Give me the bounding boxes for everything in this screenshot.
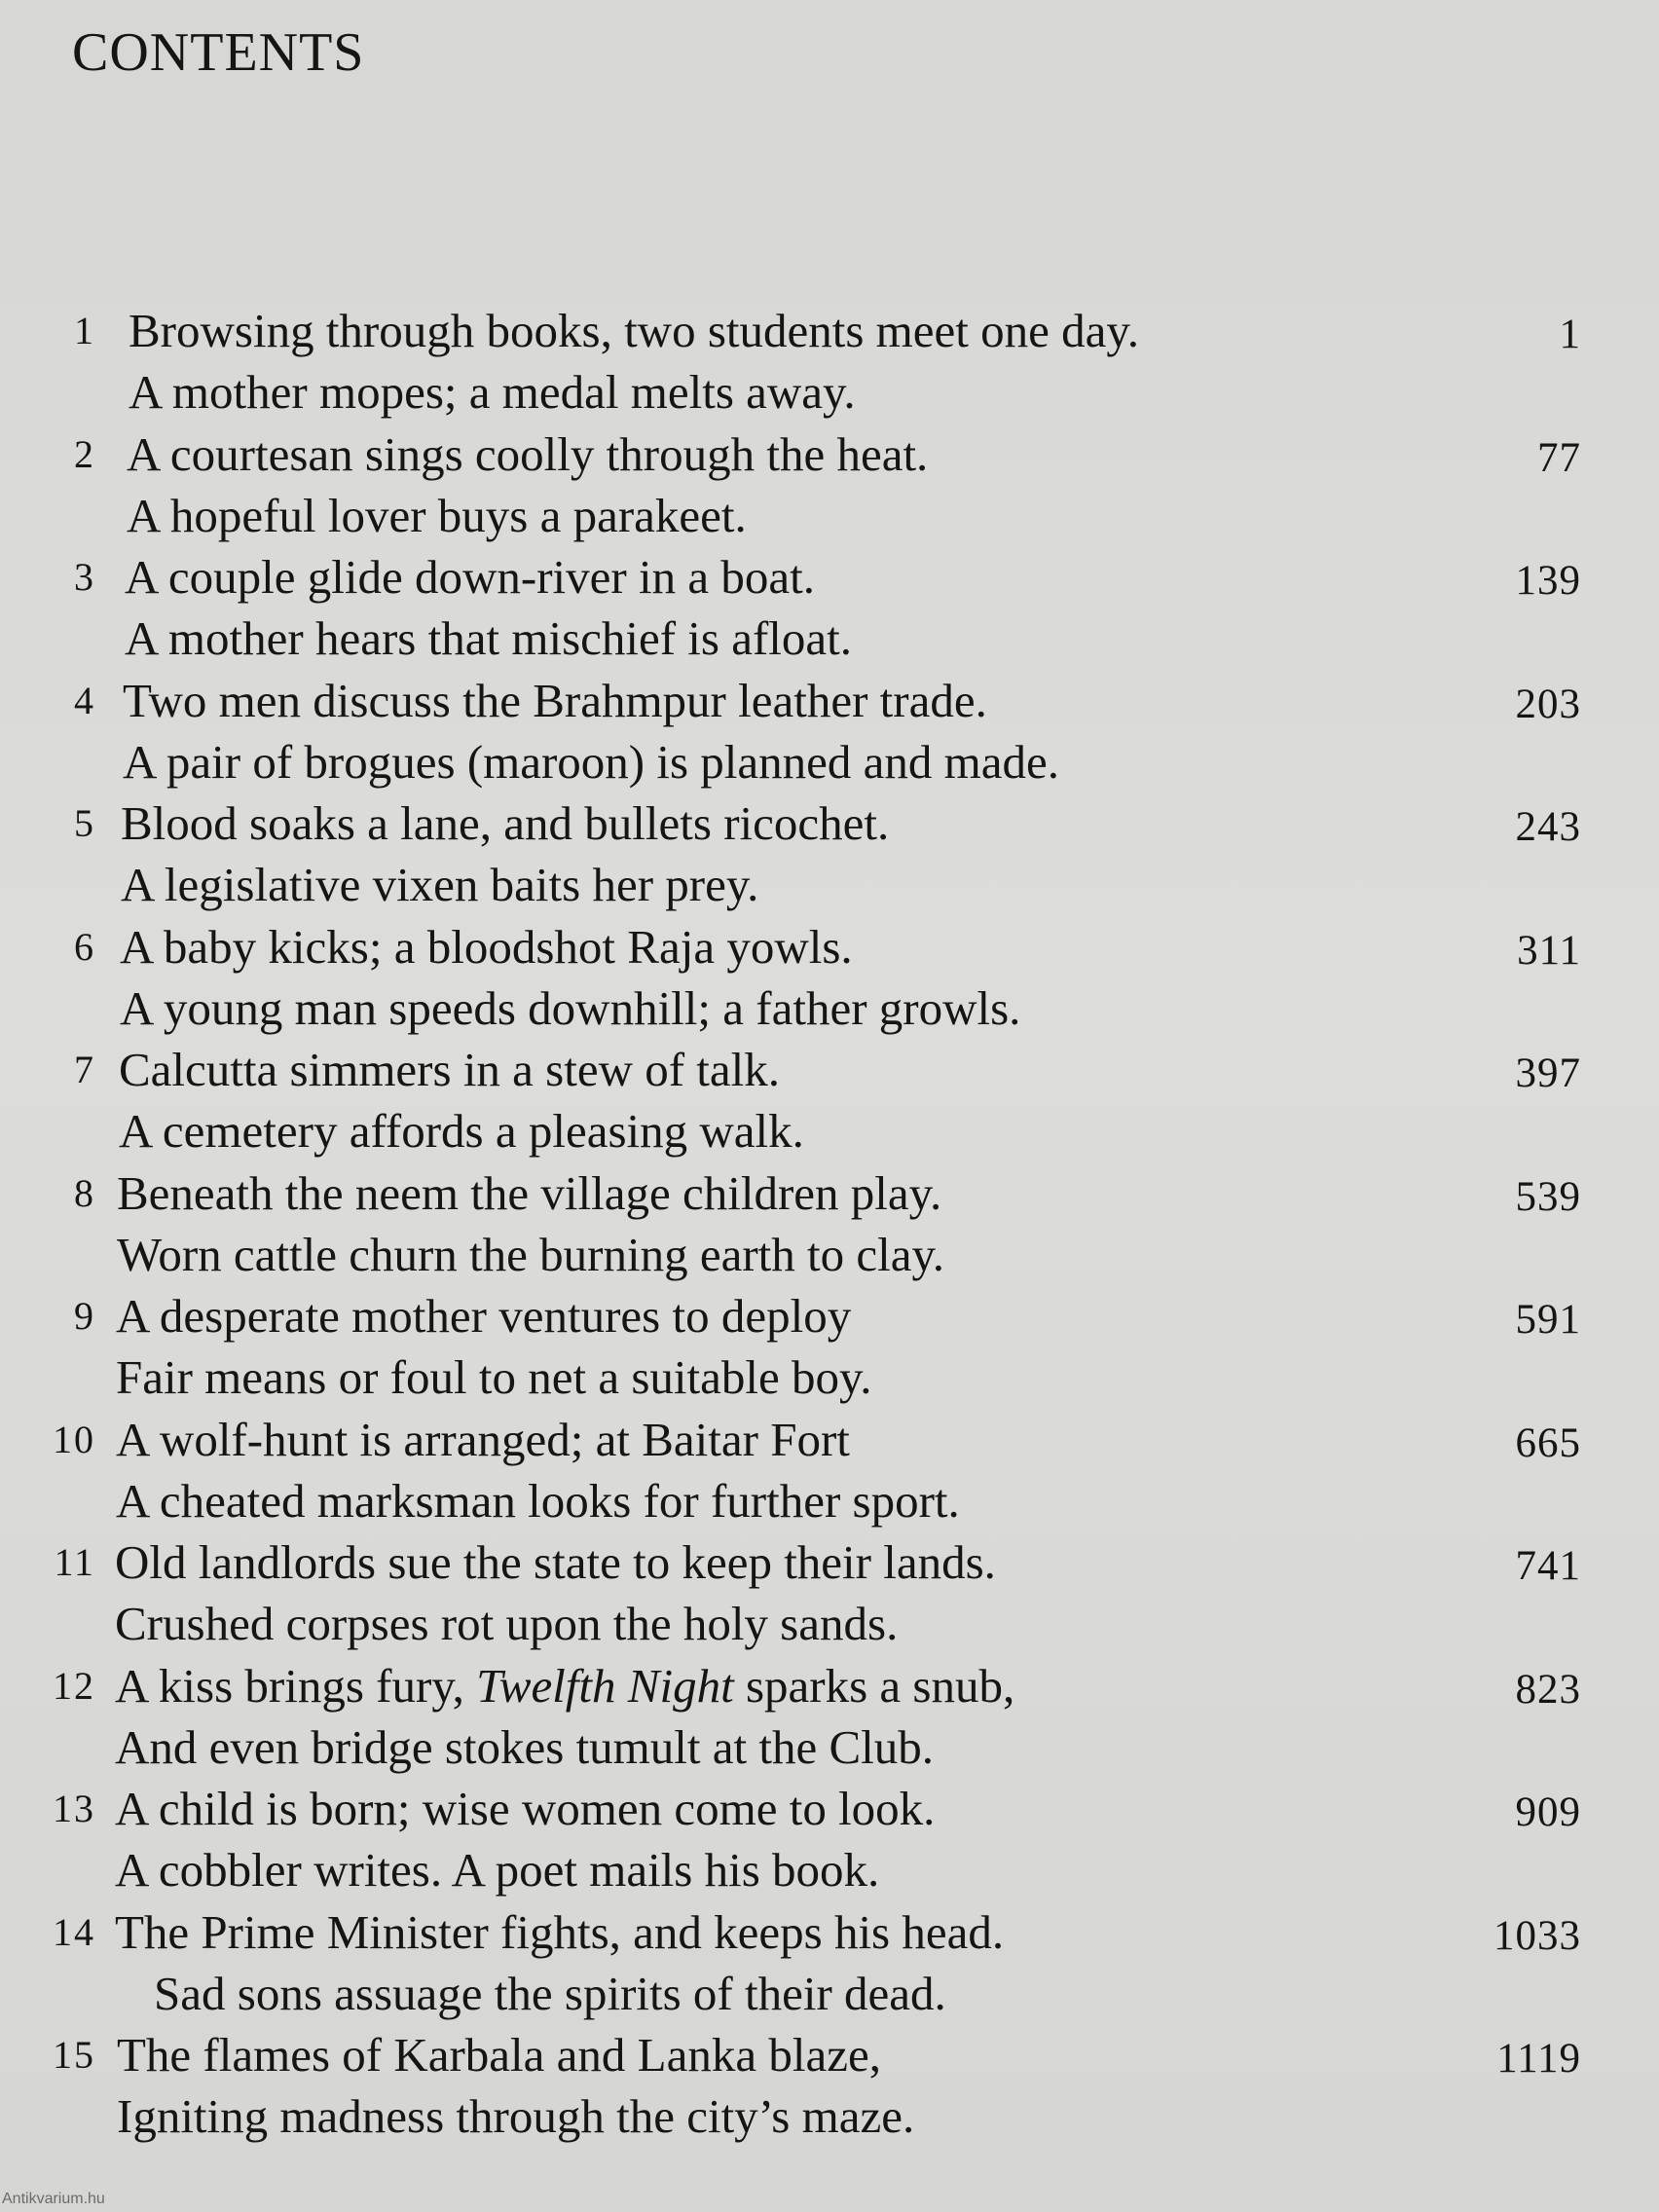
chapter-summary-line-2: A hopeful lover buys a parakeet.: [127, 488, 747, 542]
chapter-number: 7: [74, 1048, 95, 1091]
chapter-summary-line-2: Fair means or foul to net a suitable boy.: [116, 1350, 872, 1404]
chapter-summary-line-1: Old landlords sue the state to keep their lands.: [115, 1535, 996, 1589]
contents-entry: [0, 2024, 1659, 2148]
page-number: 397: [1515, 1051, 1581, 1096]
contents-entry: [0, 300, 1659, 424]
chapter-summary-line-2: A mother hears that mischief is afloat.: [125, 611, 853, 665]
page-number: 591: [1515, 1297, 1581, 1343]
chapter-summary-line-2: Crushed corpses rot upon the holy sands.: [115, 1597, 899, 1650]
chapter-summary-line-2: Worn cattle churn the burning earth to clay.: [117, 1227, 945, 1281]
chapter-number: 9: [74, 1294, 95, 1338]
chapter-summary-line-2: A cheated marksman looks for further sport.: [116, 1473, 960, 1528]
chapter-summary-line-2: A pair of brogues (maroon) is planned and made.: [123, 734, 1060, 789]
chapter-number: 8: [74, 1170, 95, 1215]
chapter-number: 14: [53, 1909, 95, 1954]
contents-entry: [0, 916, 1659, 1040]
chapter-summary-line-1: A child is born; wise women come to look.: [115, 1782, 936, 1835]
chapter-number: 4: [74, 678, 95, 722]
page-number: 823: [1515, 1666, 1581, 1713]
chapter-summary-line-1: Browsing through books, two students meet one day.: [129, 304, 1139, 357]
contents-entry: [0, 670, 1659, 793]
chapter-number: 11: [54, 1540, 95, 1584]
contents-entry: [0, 1901, 1659, 2025]
chapter-number: 1: [74, 309, 95, 352]
contents-entry: [0, 1409, 1659, 1532]
contents-entry: [0, 1039, 1659, 1162]
chapter-number: 2: [74, 431, 95, 476]
chapter-summary-line-1: The Prime Minister fights, and keeps his head.: [115, 1904, 1005, 1959]
chapter-summary-line-2: A legislative vixen baits her prey.: [121, 858, 759, 911]
page-number: 311: [1517, 927, 1581, 974]
page-number: 741: [1515, 1543, 1581, 1589]
chapter-summary-line-2: And even bridge stokes tumult at the Club.: [115, 1719, 935, 1774]
chapter-number: 13: [53, 1787, 95, 1830]
page-number: 665: [1515, 1419, 1581, 1466]
page-number: 539: [1515, 1173, 1581, 1220]
chapter-summary-line-1: A courtesan sings coolly through the heat.: [127, 426, 929, 481]
chapter-summary-line-1: The flames of Karbala and Lanka blaze,: [117, 2028, 881, 2082]
watermark: Antikvarium.hu: [2, 2191, 105, 2207]
chapter-number: 15: [53, 2033, 95, 2077]
page-number: 909: [1515, 1789, 1581, 1835]
page-number: 77: [1537, 434, 1581, 481]
contents-entry: [0, 1162, 1659, 1286]
chapter-summary-line-2: A young man speeds downhill; a father growls.: [120, 980, 1021, 1035]
contents-entry: [0, 1778, 1659, 1901]
play-title: Twelfth Night: [476, 1658, 734, 1713]
page-number: 203: [1515, 681, 1581, 727]
contents-entry: [0, 1285, 1659, 1409]
chapter-summary-line-1: A couple glide down-river in a boat.: [125, 550, 815, 604]
chapter-summary-line-1: A wolf-hunt is arranged; at Baitar Fort: [116, 1412, 850, 1466]
chapter-number: 5: [74, 801, 95, 845]
page-number: 1033: [1493, 1912, 1581, 1959]
contents-entry: [0, 793, 1659, 916]
chapter-summary-line-2: A mother mopes; a medal melts away.: [129, 365, 856, 419]
contents-entry: [0, 1531, 1659, 1655]
page-title: CONTENTS: [72, 22, 365, 83]
summary-text: A kiss brings fury,: [115, 1658, 477, 1713]
chapter-summary-line-2: A cemetery affords a pleasing walk.: [119, 1104, 804, 1158]
contents-list: [0, 300, 1659, 2148]
page-number: 1119: [1496, 2036, 1581, 2082]
chapter-number: 12: [53, 1663, 95, 1708]
chapter-summary-line-1: Beneath the neem the village children play.: [117, 1165, 942, 1220]
chapter-number: 3: [74, 555, 95, 599]
chapter-summary-line-1: A baby kicks; a bloodshot Raja yowls.: [120, 919, 853, 974]
chapter-summary-line-2: Sad sons assuage the spirits of their dead.: [154, 1966, 946, 2020]
chapter-number: 10: [53, 1417, 95, 1461]
page-number: 243: [1515, 804, 1581, 850]
summary-text: sparks a snub,: [733, 1658, 1015, 1713]
chapter-summary-line-1: Calcutta simmers in a stew of talk.: [119, 1043, 781, 1096]
chapter-summary-line-2: Igniting madness through the city’s maze.: [117, 2089, 915, 2143]
chapter-summary-line-1: A desperate mother ventures to deploy: [116, 1289, 852, 1343]
page-number: 139: [1515, 558, 1581, 604]
chapter-summary-line-1: Blood soaks a lane, and bullets ricochet.: [121, 796, 890, 850]
contents-entry: [0, 424, 1659, 547]
chapter-summary-line-2: A cobbler writes. A poet mails his book.: [115, 1843, 880, 1897]
contents-entry: [0, 546, 1659, 670]
contents-entry: [0, 1655, 1659, 1779]
chapter-number: 6: [74, 924, 95, 969]
chapter-summary-line-1: [115, 1655, 1014, 1716]
page-number: 1: [1559, 312, 1581, 357]
chapter-summary-line-1: Two men discuss the Brahmpur leather trade.: [123, 673, 987, 727]
